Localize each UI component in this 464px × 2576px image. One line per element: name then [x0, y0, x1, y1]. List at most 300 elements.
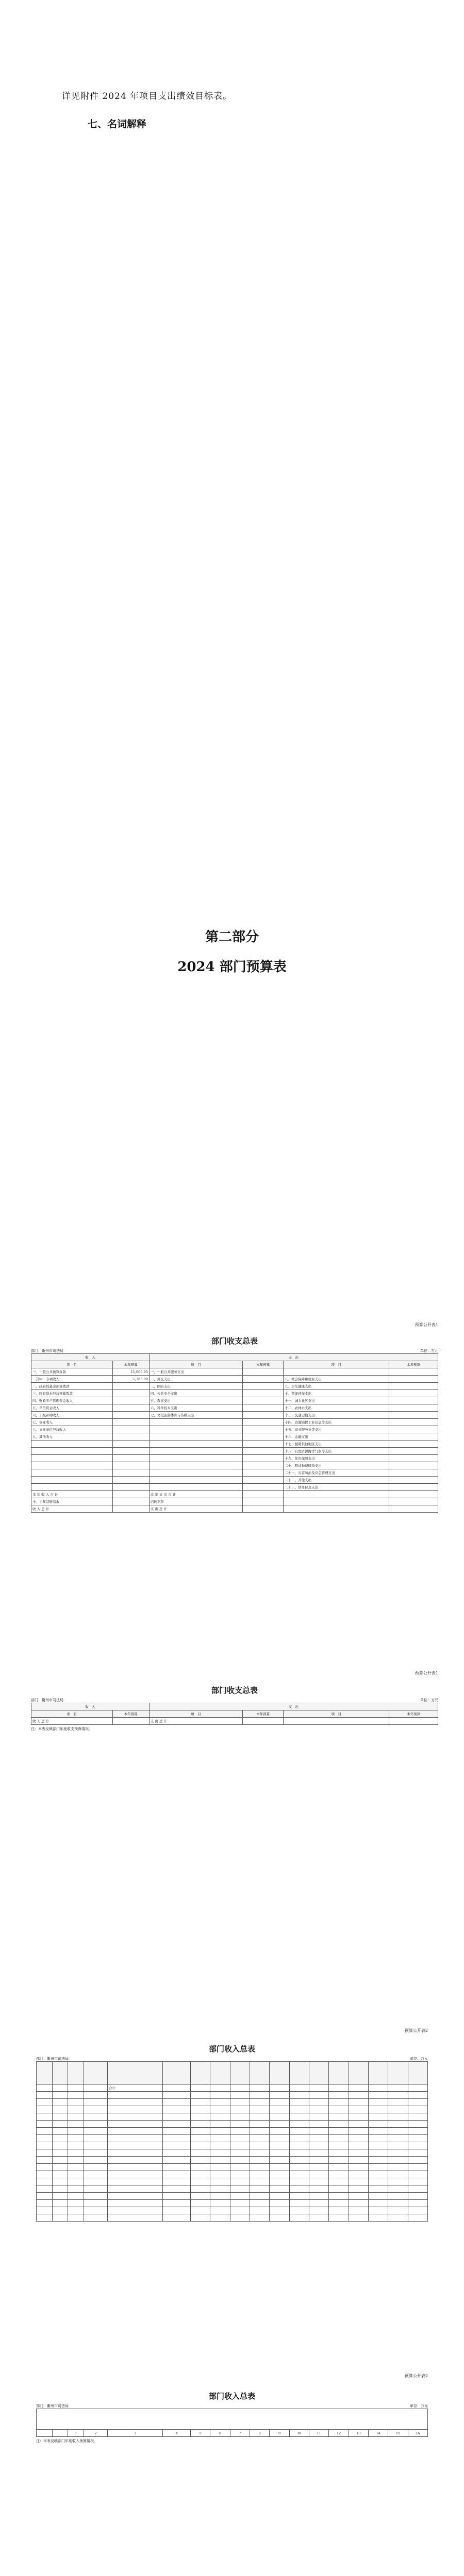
- table-cell: 2: [84, 2430, 108, 2437]
- col-amount: 本年预算: [112, 1361, 149, 1368]
- table-cell: [112, 1412, 149, 1419]
- table-cell: [163, 2214, 191, 2222]
- data-table: [31, 1703, 438, 1725]
- table-cell: [230, 2084, 250, 2092]
- table-cell: [163, 2084, 191, 2092]
- table-cell: [349, 2099, 368, 2106]
- table-cell: [349, 2200, 368, 2207]
- table-row: [31, 1718, 438, 1725]
- table-cell: [191, 2157, 210, 2164]
- table-cell: [349, 2157, 368, 2164]
- table-cell: [388, 2178, 408, 2185]
- table-cell: [108, 2193, 163, 2200]
- table-cell: [230, 2164, 250, 2171]
- table-cell: 其中：专项收入: [31, 1376, 113, 1383]
- table-cell: [250, 2084, 270, 2092]
- table-cell: [210, 2157, 230, 2164]
- table-cell: [68, 2200, 84, 2207]
- table-cell: [389, 1376, 438, 1383]
- table-cell: [31, 1440, 113, 1448]
- table-cell: [112, 1404, 149, 1412]
- table-cell: [243, 1448, 284, 1455]
- table-cell: [408, 2214, 427, 2222]
- table-cell: [289, 2157, 309, 2164]
- table-cell: [250, 2207, 270, 2214]
- table-cell: 13: [349, 2430, 368, 2437]
- table-cell: [112, 1484, 149, 1491]
- table-cell: [270, 2099, 289, 2106]
- table-corner-note: 预算公开表2: [404, 2374, 428, 2378]
- table-cell: [349, 2084, 368, 2092]
- table-cell: [191, 2106, 210, 2113]
- table-cell: 合计: [108, 2084, 163, 2092]
- table-cell: 九、卫生健康支出: [284, 1383, 389, 1390]
- table-cell: [408, 2135, 427, 2142]
- table-cell: 十五、商业服务业等支出: [284, 1426, 389, 1433]
- table-row: [37, 2214, 428, 2222]
- table-cell: [210, 2185, 230, 2193]
- table-cell: [37, 2164, 53, 2171]
- table-cell: [329, 2128, 349, 2135]
- table-row: [37, 2157, 428, 2164]
- table-row: [31, 1426, 438, 1433]
- table-cell: [389, 1390, 438, 1397]
- table-cell: [210, 2200, 230, 2207]
- part-title: 第二部分: [205, 929, 259, 945]
- table-row: [31, 1419, 438, 1426]
- table-cell: [289, 2092, 309, 2099]
- table-cell: [368, 2157, 388, 2164]
- table-cell: [408, 2092, 427, 2099]
- table-cell: [309, 2121, 329, 2128]
- table-cell: [52, 2214, 68, 2222]
- table-cell: [230, 2135, 250, 2142]
- table-cell: [84, 2185, 108, 2193]
- table-cell: [243, 1498, 284, 1505]
- table-income-expense-summary: [31, 1323, 438, 1513]
- table-cell: [149, 1462, 242, 1469]
- table-cell: [368, 2214, 388, 2222]
- table-footnote: 注：本表反映部门年度收支预算情况。: [31, 1727, 92, 1731]
- table-corner-note: 预算公开表1: [415, 1323, 438, 1327]
- table-cell: 六、科学技术支出: [149, 1404, 242, 1412]
- table-cell: [250, 2106, 270, 2113]
- table-cell: 支 出 总 计: [149, 1718, 242, 1725]
- table-cell: [289, 2142, 309, 2149]
- table-cell: [289, 2207, 309, 2214]
- table-cell: [37, 2128, 53, 2135]
- table-cell: [108, 2121, 163, 2128]
- table-row: [31, 1397, 438, 1404]
- table-cell: [329, 2084, 349, 2092]
- table-row: [37, 2200, 428, 2207]
- table-cell: [309, 2084, 329, 2092]
- table-cell: [289, 2084, 309, 2092]
- table-cell: [309, 2157, 329, 2164]
- table-row: [37, 2164, 428, 2171]
- table-cell: [250, 2193, 270, 2200]
- table-cell: [309, 2113, 329, 2121]
- table-cell: 二、外交支出: [149, 1376, 242, 1383]
- table-cell: [309, 2164, 329, 2171]
- table-cell: [284, 1368, 389, 1376]
- table-cell: [289, 2214, 309, 2222]
- table-income-expense-summary-2: [31, 1671, 438, 1732]
- table-cell: 11: [309, 2430, 329, 2437]
- table-cell: 二、政府性基金预算拨款: [31, 1383, 113, 1390]
- table-cell: 本 年 支 出 合 计: [149, 1491, 242, 1498]
- table-cell: [84, 2207, 108, 2214]
- table-cell: [191, 2200, 210, 2207]
- table-cell: [112, 1498, 149, 1505]
- table-income-detail-2: [36, 2374, 428, 2444]
- table-cell: [388, 2121, 408, 2128]
- table-cell: [388, 2149, 408, 2157]
- table-unit-money: 单位：万元: [410, 2404, 428, 2408]
- table-unit-money: 单位：万元: [410, 2057, 428, 2061]
- header-cell: [250, 2062, 270, 2084]
- table-cell: [210, 2193, 230, 2200]
- table-cell: [52, 2092, 68, 2099]
- header-cell: [108, 2062, 163, 2084]
- table-cell: [349, 2207, 368, 2214]
- table-footnote: 注：本表反映部门年度收入预算情况。: [36, 2439, 97, 2443]
- table-cell: 十六、金融支出: [284, 1433, 389, 1440]
- table-cell: 16: [408, 2430, 427, 2437]
- table-cell: [408, 2157, 427, 2164]
- table-cell: [389, 1484, 438, 1491]
- table-cell: 12: [329, 2430, 349, 2437]
- table-cell: [408, 2207, 427, 2214]
- table-cell: [37, 2207, 53, 2214]
- table-title: 部门收支总表: [211, 1686, 258, 1695]
- table-cell: [408, 2099, 427, 2106]
- table-title: 部门收入总表: [208, 2044, 255, 2054]
- table-cell: [389, 1404, 438, 1412]
- table-cell: [289, 2113, 309, 2121]
- table-row: [37, 2084, 428, 2092]
- table-cell: [230, 2142, 250, 2149]
- table-cell: [388, 2185, 408, 2193]
- table-cell: [163, 2149, 191, 2157]
- table-unit-money: 单位：万元: [420, 1698, 438, 1702]
- table-cell: 11,065.95: [112, 1368, 149, 1376]
- table-cell: [191, 2128, 210, 2135]
- table-cell: [243, 1397, 284, 1404]
- table-cell: [84, 2128, 108, 2135]
- table-cell: [408, 2084, 427, 2092]
- table-cell: [108, 2149, 163, 2157]
- table-cell: [37, 2149, 53, 2157]
- col-amount: 本年预算: [112, 1710, 149, 1718]
- table-cell: [230, 2106, 250, 2113]
- table-cell: [349, 2149, 368, 2157]
- table-corner-note: 预算公开表1: [415, 1671, 438, 1675]
- table-cell: [243, 1404, 284, 1412]
- table-cell: [408, 2171, 427, 2178]
- table-cell: [309, 2135, 329, 2142]
- table-cell: [108, 2142, 163, 2149]
- table-cell: [84, 2142, 108, 2149]
- table-cell: [112, 1462, 149, 1469]
- table-cell: 七、文化旅游体育与传媒支出: [149, 1412, 242, 1419]
- table-cell: [389, 1412, 438, 1419]
- table-cell: 收 入 总 计: [31, 1505, 113, 1513]
- table-cell: [270, 2092, 289, 2099]
- table-row: [31, 1376, 438, 1383]
- table-cell: [210, 2178, 230, 2185]
- header-expense: 支 出: [149, 1354, 438, 1361]
- table-cell: [210, 2214, 230, 2222]
- table-row: [37, 2142, 428, 2149]
- table-row: [31, 1368, 438, 1376]
- table-cell: 五、教育支出: [149, 1397, 242, 1404]
- table-cell: [230, 2178, 250, 2185]
- table-cell: [329, 2178, 349, 2185]
- table-cell: [163, 2128, 191, 2135]
- table-cell: [108, 2092, 163, 2099]
- table-cell: [149, 1419, 242, 1426]
- table-cell: [243, 1412, 284, 1419]
- table-cell: [243, 1718, 284, 1725]
- table-title: 部门收支总表: [211, 1336, 258, 1346]
- table-cell: [108, 2207, 163, 2214]
- table-cell: [31, 1448, 113, 1455]
- table-cell: [368, 2178, 388, 2185]
- table-cell: [349, 2214, 368, 2222]
- table-cell: [284, 1498, 389, 1505]
- table-cell: [84, 2121, 108, 2128]
- table-row: [31, 1477, 438, 1484]
- table-cell: [210, 2142, 230, 2149]
- table-row: [37, 2193, 428, 2200]
- table-cell: 3: [108, 2430, 163, 2437]
- table-cell: [289, 2200, 309, 2207]
- table-cell: [191, 2171, 210, 2178]
- table-cell: [84, 2135, 108, 2142]
- table-cell: [243, 1433, 284, 1440]
- table-cell: [191, 2207, 210, 2214]
- table-cell: [250, 2171, 270, 2178]
- table-cell: 8: [250, 2430, 270, 2437]
- table-cell: [37, 2113, 53, 2121]
- table-cell: [368, 2092, 388, 2099]
- table-cell: [329, 2149, 349, 2157]
- table-cell: [389, 1419, 438, 1426]
- table-cell: [108, 2157, 163, 2164]
- table-cell: [37, 2214, 53, 2222]
- table-cell: [388, 2164, 408, 2171]
- header-cell: [37, 2062, 53, 2084]
- header-cell: [270, 2062, 289, 2084]
- table-cell: [68, 2128, 84, 2135]
- table-cell: 二十一、灾害防治及应急管理支出: [284, 1469, 389, 1477]
- table-unit-dept: 部门：衢州市司法局: [36, 2404, 69, 2408]
- table-cell: [68, 2207, 84, 2214]
- table-cell: 三、国有资本经营预算拨款: [31, 1390, 113, 1397]
- table-cell: [230, 2113, 250, 2121]
- header-expense: 支 出: [149, 1703, 438, 1710]
- table-cell: [230, 2092, 250, 2099]
- table-cell: [37, 2106, 53, 2113]
- table-cell: [68, 2113, 84, 2121]
- table-cell: [289, 2178, 309, 2185]
- table-cell: [309, 2193, 329, 2200]
- table-cell: [408, 2106, 427, 2113]
- col-item: 项 目: [31, 1361, 113, 1368]
- table-title: 部门收入总表: [208, 2392, 255, 2401]
- table-cell: [149, 1477, 242, 1484]
- table-cell: 十七、援助其他地区支出: [284, 1440, 389, 1448]
- table-cell: [84, 2106, 108, 2113]
- table-cell: [230, 2099, 250, 2106]
- table-cell: [284, 1505, 389, 1513]
- table-cell: [84, 2113, 108, 2121]
- table-cell: 八、事业单位经营收入: [31, 1426, 113, 1433]
- table-corner-note: 预算公开表2: [404, 2028, 428, 2033]
- table-cell: [112, 1390, 149, 1397]
- header-cell: [191, 2062, 210, 2084]
- table-cell: [389, 1469, 438, 1477]
- table-cell: 二十二、其他支出: [284, 1477, 389, 1484]
- table-cell: [84, 2214, 108, 2222]
- table-cell: [388, 2214, 408, 2222]
- table-cell: [270, 2193, 289, 2200]
- table-cell: [112, 1477, 149, 1484]
- table-cell: [52, 2113, 68, 2121]
- table-cell: [349, 2142, 368, 2149]
- table-row: [37, 2207, 428, 2214]
- header-cell: [163, 2062, 191, 2084]
- table-cell: [243, 1376, 284, 1383]
- table-cell: [329, 2193, 349, 2200]
- table-cell: [250, 2200, 270, 2207]
- table-row: [37, 2099, 428, 2106]
- table-cell: [250, 2149, 270, 2157]
- table-cell: [349, 2193, 368, 2200]
- table-cell: [368, 2164, 388, 2171]
- table-cell: [309, 2200, 329, 2207]
- table-cell: [309, 2106, 329, 2113]
- table-cell: 七、事业收入: [31, 1419, 113, 1426]
- table-cell: 6: [210, 2430, 230, 2437]
- table-cell: [210, 2121, 230, 2128]
- table-cell: [149, 1448, 242, 1455]
- table-cell: [108, 2106, 163, 2113]
- table-cell: [388, 2128, 408, 2135]
- table-cell: [68, 2164, 84, 2171]
- table-row: [31, 1448, 438, 1455]
- table-cell: [284, 1718, 389, 1725]
- table-cell: [270, 2084, 289, 2092]
- table-cell: [112, 1440, 149, 1448]
- table-cell: [389, 1397, 438, 1404]
- table-cell: [37, 2121, 53, 2128]
- table-cell: [329, 2113, 349, 2121]
- table-cell: [108, 2113, 163, 2121]
- header-income: 收 入: [31, 1703, 150, 1710]
- table-cell: 4: [163, 2430, 191, 2437]
- table-cell: [112, 1426, 149, 1433]
- table-cell: [31, 1455, 113, 1462]
- section-title-glossary: 七、名词解释: [88, 118, 147, 130]
- table-cell: [389, 1383, 438, 1390]
- col-amount: 本年预算: [243, 1710, 284, 1718]
- table-cell: [389, 1477, 438, 1484]
- table-cell: [243, 1440, 284, 1448]
- table-row: [31, 1440, 438, 1448]
- table-cell: [388, 2200, 408, 2207]
- table-cell: [108, 2164, 163, 2171]
- table-cell: [368, 2200, 388, 2207]
- table-cell: 九、其他收入: [31, 1433, 113, 1440]
- table-unit-dept: 部门：衢州市司法局: [31, 1349, 63, 1353]
- table-cell: [389, 1491, 438, 1498]
- table-row: [31, 1505, 438, 1513]
- table-cell: [68, 2185, 84, 2193]
- table-cell: [309, 2214, 329, 2222]
- table-cell: [52, 2121, 68, 2128]
- table-cell: 1: [68, 2430, 84, 2437]
- table-cell: [389, 1433, 438, 1440]
- table-cell: [191, 2142, 210, 2149]
- table-row: [37, 2185, 428, 2193]
- table-cell: [210, 2207, 230, 2214]
- table-cell: 十九、住房保障支出: [284, 1455, 389, 1462]
- header-cell: [52, 2062, 68, 2084]
- table-cell: [37, 2084, 53, 2092]
- table-cell: [68, 2121, 84, 2128]
- table-cell: [250, 2128, 270, 2135]
- header-cell: [408, 2062, 427, 2084]
- header-cell: [388, 2062, 408, 2084]
- table-cell: [191, 2092, 210, 2099]
- table-row: [31, 1455, 438, 1462]
- table-cell: [250, 2099, 270, 2106]
- table-cell: [329, 2207, 349, 2214]
- table-cell: [389, 1498, 438, 1505]
- table-cell: [349, 2113, 368, 2121]
- table-cell: [52, 2142, 68, 2149]
- table-cell: [270, 2149, 289, 2157]
- table-cell: [243, 1469, 284, 1477]
- table-cell: [84, 2157, 108, 2164]
- table-cell: [329, 2121, 349, 2128]
- table-cell: [270, 2207, 289, 2214]
- col-item: 项 目: [284, 1361, 389, 1368]
- table-cell: [250, 2157, 270, 2164]
- table-cell: [191, 2149, 210, 2157]
- table-cell: [289, 2193, 309, 2200]
- table-cell: 一、一般公共预算拨款: [31, 1368, 113, 1376]
- table-cell: [270, 2214, 289, 2222]
- table-cell: [389, 1462, 438, 1469]
- table-cell: [191, 2178, 210, 2185]
- table-cell: [368, 2207, 388, 2214]
- table-cell: [270, 2171, 289, 2178]
- intro-paragraph: 详见附件 2024 年项目支出绩效目标表。: [62, 91, 233, 101]
- col-item: 项 目: [149, 1710, 242, 1718]
- table-cell: [163, 2185, 191, 2193]
- table-row: [31, 1491, 438, 1498]
- table-cell: [309, 2099, 329, 2106]
- header-cell: [210, 2062, 230, 2084]
- table-row: [31, 1469, 438, 1477]
- table-cell: 支 出 总 计: [149, 1505, 242, 1513]
- table-cell: [270, 2185, 289, 2193]
- table-cell: [329, 2099, 349, 2106]
- table-row: [37, 2135, 428, 2142]
